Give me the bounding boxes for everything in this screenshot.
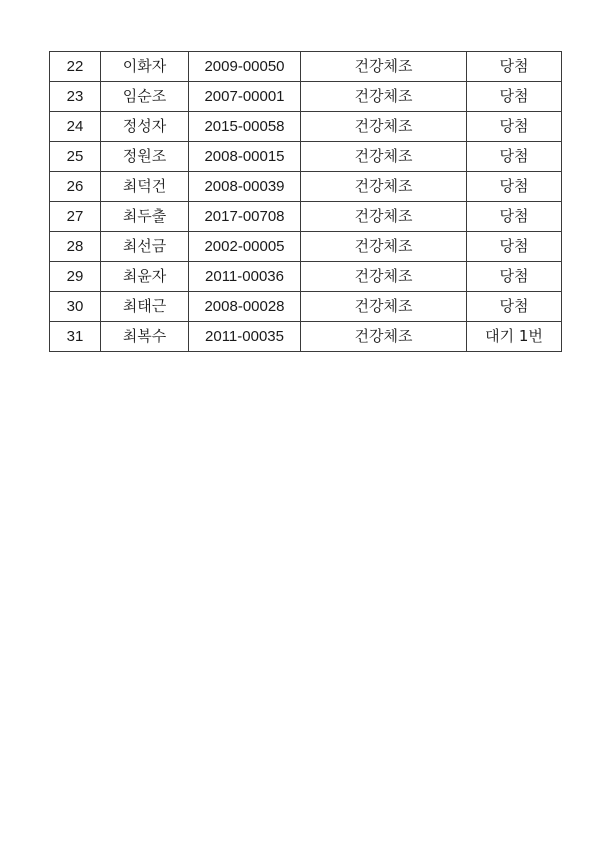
- member-name: 최복수: [101, 322, 189, 352]
- member-id: 2017-00708: [189, 202, 301, 232]
- row-number: 23: [50, 82, 101, 112]
- member-id: 2009-00050: [189, 52, 301, 82]
- lottery-result: 당첨: [467, 82, 562, 112]
- table-body: [50, 52, 562, 352]
- lottery-result: 대기 1번: [467, 322, 562, 352]
- row-number: 27: [50, 202, 101, 232]
- lottery-result: 당첨: [467, 112, 562, 142]
- program-name: 건강체조: [301, 262, 467, 292]
- program-name: 건강체조: [301, 82, 467, 112]
- member-name: 임순조: [101, 82, 189, 112]
- program-name: 건강체조: [301, 202, 467, 232]
- table-row: [50, 262, 562, 292]
- row-number: 28: [50, 232, 101, 262]
- program-name: 건강체조: [301, 172, 467, 202]
- member-id: 2011-00035: [189, 322, 301, 352]
- member-name: 최덕건: [101, 172, 189, 202]
- program-name: 건강체조: [301, 52, 467, 82]
- program-name: 건강체조: [301, 322, 467, 352]
- lottery-result: 당첨: [467, 292, 562, 322]
- member-id: 2008-00028: [189, 292, 301, 322]
- member-name: 정성자: [101, 112, 189, 142]
- table-row: [50, 142, 562, 172]
- row-number: 30: [50, 292, 101, 322]
- lottery-result: 당첨: [467, 262, 562, 292]
- member-id: 2008-00039: [189, 172, 301, 202]
- lottery-result: 당첨: [467, 202, 562, 232]
- member-name: 최두출: [101, 202, 189, 232]
- program-name: 건강체조: [301, 142, 467, 172]
- row-number: 25: [50, 142, 101, 172]
- row-number: 29: [50, 262, 101, 292]
- member-name: 최태근: [101, 292, 189, 322]
- row-number: 26: [50, 172, 101, 202]
- program-name: 건강체조: [301, 292, 467, 322]
- program-name: 건강체조: [301, 232, 467, 262]
- table-row: [50, 52, 562, 82]
- lottery-result: 당첨: [467, 52, 562, 82]
- table-row: [50, 172, 562, 202]
- table-row: [50, 202, 562, 232]
- table-row: [50, 292, 562, 322]
- row-number: 31: [50, 322, 101, 352]
- lottery-result: 당첨: [467, 172, 562, 202]
- member-id: 2002-00005: [189, 232, 301, 262]
- table-row: [50, 112, 562, 142]
- program-name: 건강체조: [301, 112, 467, 142]
- lottery-result-table: [49, 51, 562, 352]
- table-row: [50, 232, 562, 262]
- table-row: [50, 322, 562, 352]
- member-id: 2011-00036: [189, 262, 301, 292]
- member-name: 최윤자: [101, 262, 189, 292]
- member-id: 2015-00058: [189, 112, 301, 142]
- member-id: 2007-00001: [189, 82, 301, 112]
- member-name: 이화자: [101, 52, 189, 82]
- member-id: 2008-00015: [189, 142, 301, 172]
- member-name: 최선금: [101, 232, 189, 262]
- row-number: 22: [50, 52, 101, 82]
- lottery-result: 당첨: [467, 142, 562, 172]
- table-row: [50, 82, 562, 112]
- member-name: 정원조: [101, 142, 189, 172]
- lottery-result: 당첨: [467, 232, 562, 262]
- row-number: 24: [50, 112, 101, 142]
